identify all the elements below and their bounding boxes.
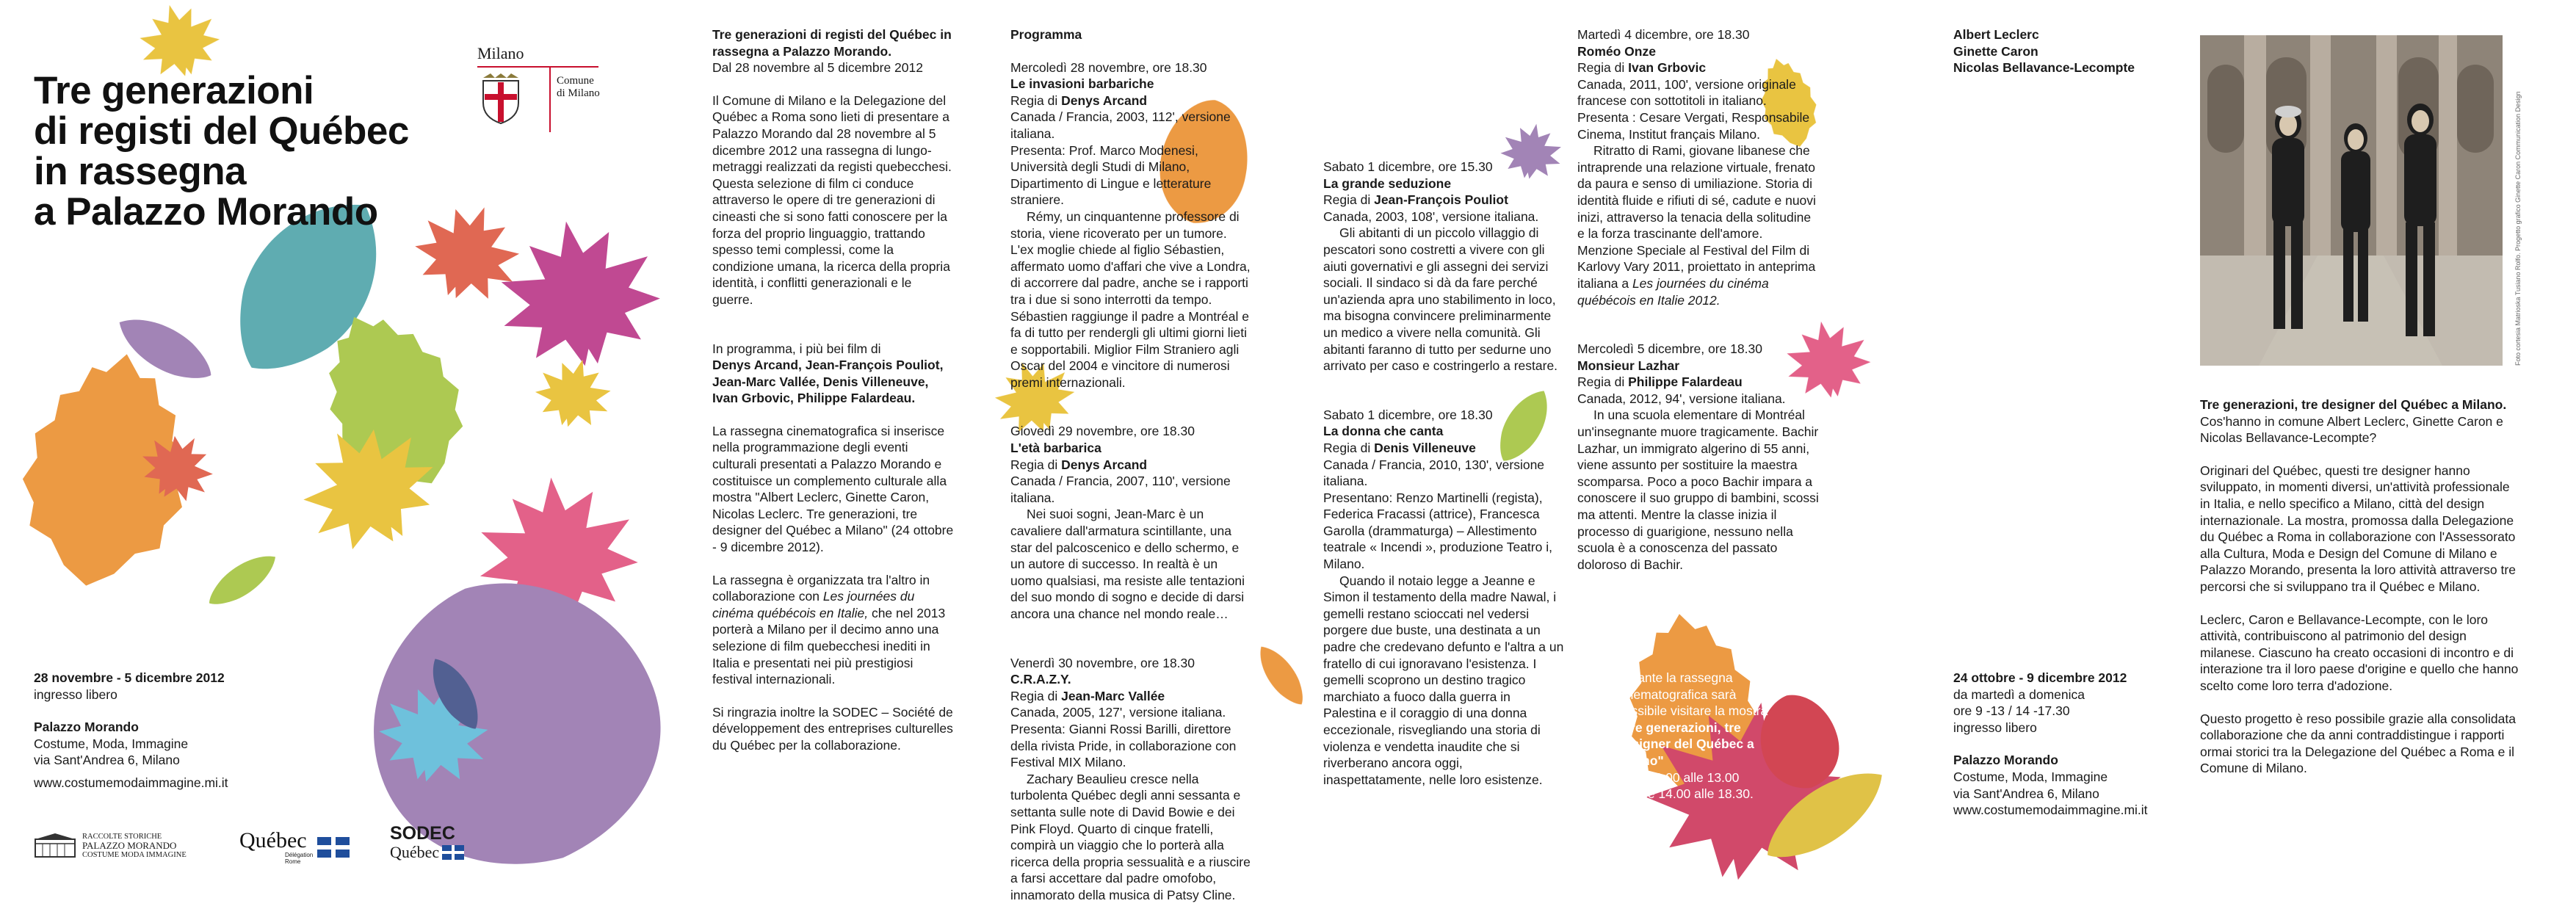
exhibit-entry: ingresso libero <box>1953 720 2037 735</box>
exhibit-dates: 24 ottobre - 9 dicembre 2012 <box>1953 670 2127 685</box>
intro-text: La rassegna è organizzata tra l'altro in collaborazione con <box>712 572 930 604</box>
milano-wordmark: Milano <box>477 44 524 62</box>
sponsor-logos <box>34 824 504 868</box>
cover-info <box>34 670 328 792</box>
exhibit-website-link[interactable]: www.costumemodaimmagine.mi.it <box>1953 803 2148 818</box>
sodec-wordmark: SODEC <box>390 823 455 844</box>
raccolte-line: RACCOLTE STORICHE <box>82 833 162 841</box>
film-director-lead: Regia di <box>1323 440 1371 455</box>
exhibit-address: via Sant'Andrea 6, Milano <box>1953 786 2099 801</box>
film-synopsis-text: Ritratto di Rami, giovane libanese che intraprende una relazione virtuale, frenato da paura e senso di umiliazione. Storia di identità fluide e rifiuti di sé, cadute e nuovi inizi, attraverso la tenacia della solitudine e la forza trascinante dell'amore. Menzione Speciale al Festival del Film di Karlovy Vary 2011, proiettato in anteprima italiana a <box>1577 143 1816 291</box>
leaf-magenta-right <box>488 208 670 378</box>
film-title: C.R.A.Z.Y. <box>1010 672 1071 687</box>
film-director: Denis Villeneuve <box>1374 440 1476 455</box>
designer-name: Albert Leclerc <box>1953 27 2039 42</box>
cover-title-line: a Palazzo Morando <box>34 190 378 233</box>
quebec-flag-icon <box>317 837 350 858</box>
leaf-green-small <box>201 546 283 615</box>
milano-crest-icon <box>477 73 524 125</box>
notice-exhibition-title: "Tre generazioni, tre designer del Québec a Milano" <box>1617 720 1754 768</box>
film-info: Canada, 2003, 108', versione italiana. <box>1323 209 1539 224</box>
sodec-logo <box>390 824 464 862</box>
intro-heading: Tre generazioni di registi del Québec in rassegna a Palazzo Morando. <box>712 27 952 59</box>
exhibit-description <box>2200 396 2523 793</box>
film-synopsis: Zachary Beaulieu cresce nella turbolenta Québec degli anni sessanta e settanta sulle note di David Bowie e dei Pink Floyd. Quarto di cinque fratelli, compirà un viaggio che lo porterà alla ricerca della propria sessualità e a riuscire a farsi accettare dal padre omofobo, innamorato della musica di Patsy Cline. <box>1010 771 1251 902</box>
film-title: La grande seduzione <box>1323 175 1452 191</box>
film-entry <box>1010 423 1253 622</box>
intro-paragraph: Si ringrazia inoltre la SODEC – Société de développement des entreprises culturelles du Québec per la collaborazione. <box>712 704 953 753</box>
film-date: Venerdì 30 novembre, ore 18.30 <box>1010 655 1195 670</box>
film-director: Jean-Marc Vallée <box>1061 688 1165 703</box>
cover-venue: Palazzo Morando <box>34 720 139 735</box>
comune-label <box>557 75 615 100</box>
film-date: Martedì 4 dicembre, ore 18.30 <box>1577 27 1750 42</box>
exhibit-paragraph: Questo progetto è reso possibile grazie alla consolidata collaborazione che da anni contraddistingue i rapporti ormai storici tra la Delegazione del Québec a Roma e il Comune di Milano. <box>2200 711 2516 776</box>
palazzo-building-icon <box>34 833 76 858</box>
film-info: Canada / Francia, 2003, 112', versione italiana. <box>1010 109 1231 141</box>
programma-column-2 <box>1323 159 1566 804</box>
film-synopsis: In una scuola elementare di Montréal un'insegnante muore tragicamente. Bachir Lazhar, un immigrato algerino di 55 anni, viene assunto per sostituire la maestra scomparsa. Poco a poco Bachir impara a conoscere il suo gruppo di bambini, scossi ma attenti. Mentre la classe inizia il processo di guarigione, nessuno nella scuola è a conoscenza del passato doloroso di Bachir. <box>1577 408 1819 572</box>
logo-rule <box>549 66 551 132</box>
raccolte-storiche-logo <box>34 833 187 859</box>
designer-names <box>1953 26 2174 76</box>
film-title: La donna che canta <box>1323 424 1444 439</box>
cover-venue-sub: Costume, Moda, Immagine <box>34 736 189 751</box>
film-synopsis: Nei suoi sogni, Jean-Marc è un cavaliere dall'armatura scintillante, una star del palcoscenico e dello schermo, e un autore di successo. In realtà è un uomo qualsiasi, ma resiste alle tentazioni del suo mondo di sogno e decide di darsi ancora una chance nel mondo reale… <box>1010 507 1245 621</box>
intro-paragraph <box>712 341 955 407</box>
film-info: Canada / Francia, 2010, 130', versione italiana. <box>1323 457 1545 489</box>
cover-title-line: in rassegna <box>34 150 247 193</box>
designer-name: Ginette Caron <box>1953 43 2038 59</box>
raccolte-line: PALAZZO MORANDO <box>82 840 177 851</box>
film-entry <box>1323 159 1566 374</box>
cover-title-line: di registi del Québec <box>34 109 409 153</box>
exhibit-info <box>1953 670 2174 819</box>
exhibit-venue-sub: Costume, Moda, Immagine <box>1953 769 2108 784</box>
intro-column <box>712 26 955 770</box>
film-date: Sabato 1 dicembre, ore 15.30 <box>1323 159 1493 174</box>
film-info: Canada / Francia, 2007, 110', versione italiana. <box>1010 474 1231 505</box>
programma-column-1 <box>1010 26 1253 920</box>
comune-line: di Milano <box>557 87 600 99</box>
cover-title <box>34 70 430 232</box>
film-synopsis-italic: Les journées du cinéma québécois en Italie 2012. <box>1577 275 1769 308</box>
notice-hours: e dalle 14.00 alle 18.30. <box>1617 786 1754 802</box>
intro-paragraph <box>712 572 955 688</box>
film-entry <box>1577 341 1820 573</box>
film-presenter: Presenta: Prof. Marco Modenesi, Università degli Studi di Milano, Dipartimento di Lingue e letterature straniere. <box>1010 142 1212 208</box>
photo-credit: Foto cortesia Matrioska Tusiano Rolfo. Progetto grafico Ginette Caron Communication Design <box>2514 91 2522 366</box>
film-title: L'età barbarica <box>1010 441 1101 456</box>
film-synopsis: Rémy, un cinquantenne professore di storia, viene ricoverato per un tumore. L'ex moglie chiede al figlio Sébastien, affermato uomo d'affari che vive a Londra, di accorrere dal padre, anche se i rapporti tra i due si sono interrotti da tempo. Sébastien raggiunge il padre a Montréal e fa di tutto per rendergli gli ultimi giorni lieti e sopportabili. Miglior Film Straniero agli Oscar del 2004 e vincitore di numerosi premi internazionali. <box>1010 209 1251 390</box>
leaf-yellow-small <box>529 350 619 436</box>
programma-heading: Programma <box>1010 27 1082 42</box>
film-info: Canada, 2005, 127', versione italiana. <box>1010 705 1226 720</box>
film-info: Canada, 2011, 100', versione originale francese con sottotitoli in italiano. <box>1577 76 1796 109</box>
film-info: Canada, 2012, 94', versione italiana. <box>1577 391 1786 406</box>
notice-hours: dalle 10.00 alle 13.00 <box>1617 769 1740 785</box>
film-director-lead: Regia di <box>1010 93 1058 108</box>
film-entry <box>1010 59 1253 391</box>
exhibit-lead: Cos'hanno in comune Albert Leclerc, Ginette Caron e Nicolas Bellavance-Lecompte? <box>2200 413 2503 446</box>
film-title: Le invasioni barbariche <box>1010 76 1154 92</box>
exhibit-venue: Palazzo Morando <box>1953 753 2058 768</box>
film-synopsis: Quando il notaio legge a Jeanne e Simon il testamento della madre Nawal, i gemelli restano scioccati nel vedersi porgere due buste, una destinata a un padre che credevano defunto e l'altra a un fratello di cui ignoravano l'esistenza. I gemelli scoprono un destino tragico marchiato a fuoco dalla guerra in Palestina e il coraggio di una donna eccezionale, risvegliando una storia di violenza e vendetta inaudite che si riverberano ancora oggi, inaspettatamente, nelle loro esistenze. <box>1323 573 1564 787</box>
exhibit-days: da martedì a domenica <box>1953 687 2085 702</box>
film-director-lead: Regia di <box>1577 374 1625 390</box>
film-director-lead: Regia di <box>1577 60 1625 76</box>
film-presenter: Presentano: Renzo Martinelli (regista), Federica Fracassi (attrice), Francesca Garolla (drammaturga) – Allestimento teatrale « Incendi », produzione Teatro i, Milano. <box>1323 490 1552 572</box>
exhibit-paragraph: Leclerc, Caron e Bellavance-Lecompte, con le loro attività, contribuiscono al patrimonio del design milanese. Ciascuno ha creato occasioni di incontro e di interazione tra il loro paese d'origine e quello che hanno scelto come loro terra d'adozione. <box>2200 612 2519 693</box>
film-title: Monsieur Lazhar <box>1577 358 1680 373</box>
film-date: Giovedì 29 novembre, ore 18.30 <box>1010 424 1195 439</box>
quebec-sub: Délégation <box>285 852 314 858</box>
film-presenter: Presenta : Cesare Vergati, Responsabile Cinema, Institut français Milano. <box>1577 109 1810 142</box>
designer-name: Nicolas Bellavance-Lecompte <box>1953 60 2135 76</box>
film-synopsis: Gli abitanti di un piccolo villaggio di pescatori sono costretti a vivere con gli aiuti governativi e gli assegni dei servizi sociali. Il sindaco si dà da fare perché un'azienda apra uno stabilimento in loco, ma bisogna convincere preliminarmente un medico a vivere nella comunità. Gli abitanti faranno di tutto per sedurne uno arrivato per caso e costringerlo a restare. <box>1323 225 1558 374</box>
cover-dates: 28 novembre - 5 dicembre 2012 <box>34 670 225 685</box>
quebec-delegation-logo <box>239 830 350 865</box>
film-entry <box>1010 655 1253 904</box>
quebec-flag-icon <box>442 845 464 860</box>
intro-paragraph: Il Comune di Milano e la Delegazione del Québec a Roma sono lieti di presentare a Palazzo Morando dal 28 novembre al 5 dicembre 2012 una rassegna di lungo-metraggi realizzati da registi quebecchesi. Questa selezione di film ci conduce attraverso le opere di tre generazioni di cineasti che si sono fatti conoscere per la forza del proprio linguaggio, trattando spesso temi complessi, come la condizione umana, la ricerca della propria identità, i conflitti generazionali e le guerre. <box>712 93 952 307</box>
cover-entry: ingresso libero <box>34 687 117 702</box>
film-director: Denys Arcand <box>1061 457 1148 472</box>
comune-line: Comune <box>557 75 594 87</box>
film-date: Sabato 1 dicembre, ore 18.30 <box>1323 407 1493 422</box>
cover-title-line: Tre generazioni <box>34 69 314 112</box>
film-date: Mercoledì 28 novembre, ore 18.30 <box>1010 59 1207 75</box>
film-director: Denys Arcand <box>1061 93 1148 108</box>
sodec-quebec: Québec <box>390 843 440 861</box>
designers-photo <box>2200 35 2503 366</box>
leaf-orange-prog3 <box>1251 640 1312 712</box>
exhibition-notice <box>1617 670 1786 803</box>
film-presenter: Presenta: Gianni Rossi Barilli, direttore della rivista Pride, in collaborazione con Festival MIX Milano. <box>1010 721 1237 770</box>
cover-address: via Sant'Andrea 6, Milano <box>34 753 180 768</box>
intro-paragraph: La rassegna cinematografica si inserisce nella programmazione degli eventi culturali presentati a Palazzo Morando e costituisce un complemento culturale alla mostra "Albert Leclerc, Ginette Caron, Nicolas Leclerc. Tre generazioni, tre designer del Québec a Milano" (24 ottobre - 9 dicembre 2012). <box>712 423 954 555</box>
photo-illustration <box>2200 35 2503 366</box>
film-director-lead: Regia di <box>1323 192 1371 208</box>
film-director: Ivan Grbovic <box>1628 60 1707 76</box>
exhibit-paragraph: Originari del Québec, questi tre designer hanno sviluppato, in momenti diversi, un'attività professionale in Italia, e nello specifico a Milano, città del design internazionale. La mostra, promossa dalla Delegazione du Québec a Roma in collaborazione con l'Assessorato alla Cultura, Moda e Design del Comune di Milano e Palazzo Morando, presenta la loro attività attraverso tre percorsi che si sviluppano tra il Québec e Milano. <box>2200 463 2516 594</box>
intro-text: che nel 2013 porterà a Milano per il decimo anno una selezione di film quebecchesi inediti in Italia e presentati nei più prestigiosi festival internazionali. <box>712 605 946 687</box>
raccolte-line: COSTUME MODA IMMAGINE <box>82 851 187 859</box>
film-director-lead: Regia di <box>1010 457 1058 472</box>
notice-text: Durante la rassegna cinematografica sarà possibile visitare la mostra <box>1617 670 1768 719</box>
intro-lead: In programma, i più bei film di <box>712 341 881 356</box>
quebec-sub: Rome <box>285 858 301 865</box>
film-director-lead: Regia di <box>1010 688 1058 703</box>
comune-milano-logo <box>477 44 609 132</box>
intro-dates: Dal 28 novembre al 5 dicembre 2012 <box>712 60 923 76</box>
film-director: Philippe Falardeau <box>1628 374 1743 390</box>
director-names: Denys Arcand, Jean-François Pouliot, Jean-Marc Vallée, Denis Villeneuve, Ivan Grbovic, Philippe Falardeau. <box>712 358 944 406</box>
film-date: Mercoledì 5 dicembre, ore 18.30 <box>1577 341 1762 357</box>
film-title: Roméo Onze <box>1577 43 1656 59</box>
logo-rule <box>477 66 598 68</box>
film-director: Jean-François Pouliot <box>1374 192 1508 208</box>
cover-website-link[interactable]: www.costumemodaimmagine.mi.it <box>34 775 228 790</box>
film-entry <box>1323 407 1566 789</box>
programma-column-3 <box>1577 26 1820 589</box>
intro-italic: Les journées du cinéma québécois en Italie, <box>712 589 915 620</box>
exhibit-heading: Tre generazioni, tre designer del Québec a Milano. <box>2200 397 2507 412</box>
film-entry <box>1577 26 1820 308</box>
exhibit-hours: ore 9 -13 / 14 -17.30 <box>1953 703 2070 719</box>
film-synopsis <box>1577 142 1820 308</box>
quebec-wordmark: Québec <box>239 828 307 852</box>
